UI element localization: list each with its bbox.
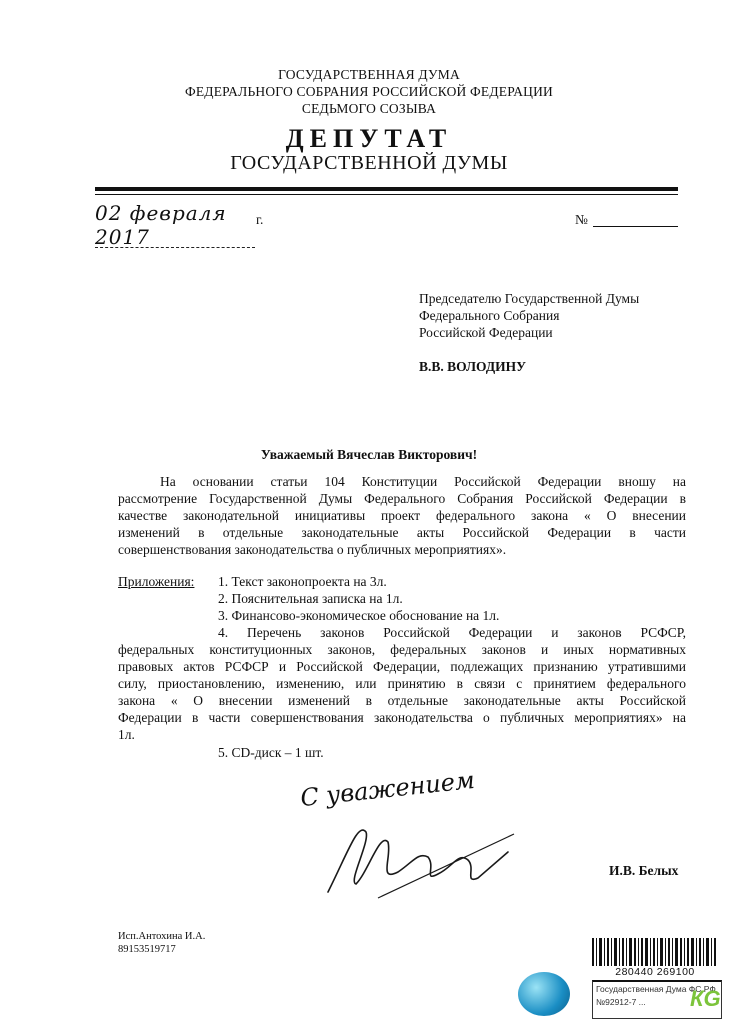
addressee-name: В.В. ВОЛОДИНУ bbox=[419, 359, 527, 374]
attachment-item-3: 3. Финансово-экономическое обоснование на 1л. bbox=[218, 608, 500, 623]
signature-greeting: С уважением bbox=[299, 765, 477, 813]
addressee-line-3: Российской Федерации bbox=[419, 325, 553, 340]
header-rule-thin bbox=[95, 194, 678, 195]
date-handwritten: 02 февраля 2017 bbox=[95, 201, 227, 249]
body-line: совершенствования законодательства о публичных мероприятиях». bbox=[118, 542, 507, 557]
header-subtitle: ГОСУДАРСТВЕННОЙ ДУМЫ bbox=[230, 152, 508, 174]
date-field bbox=[95, 201, 265, 248]
attachment-4-line: правовых актов РСФСР и Российской Федерации, подлежащих признанию утратившими bbox=[118, 659, 686, 674]
header-line-2: ФЕДЕРАЛЬНОГО СОБРАНИЯ РОССИЙСКОЙ ФЕДЕРАЦИИ bbox=[185, 84, 553, 99]
header-line-3: СЕДЬМОГО СОЗЫВА bbox=[301, 101, 437, 116]
body-line: изменений в отдельные законодательные акты Российской Федерации в части bbox=[118, 525, 686, 540]
stamp-line-1: Государственная Дума ФС РФ bbox=[596, 984, 716, 994]
attachment-4-line: силу, приостановлению, изменению, или принятию в связи с принятием федерального bbox=[118, 676, 686, 691]
header-line-1: ГОСУДАРСТВЕННАЯ ДУМА bbox=[278, 67, 460, 82]
executor-phone: 89153519717 bbox=[118, 944, 176, 955]
barcode-digits: 280440 269100 bbox=[615, 966, 695, 978]
attachment-item-2: 2. Пояснительная записка на 1л. bbox=[218, 591, 403, 606]
body-line: качестве законодательной инициативы проект федерального закона « О внесении bbox=[118, 508, 686, 523]
watermark-logo-text: КG bbox=[690, 986, 721, 1011]
attachments-label: Приложения: bbox=[118, 574, 195, 589]
number-underline bbox=[593, 226, 678, 227]
body-paragraph bbox=[118, 473, 686, 558]
greeting: Уважаемый Вячеслав Викторович! bbox=[260, 447, 478, 462]
attachment-item-4 bbox=[118, 624, 686, 743]
attachment-4-line: 4. Перечень законов Российской Федерации и законов РСФСР, bbox=[218, 625, 686, 640]
attachment-item-5: 5. CD-диск – 1 шт. bbox=[218, 745, 324, 760]
number-label: № bbox=[575, 212, 588, 227]
addressee-line-1: Председателю Государственной Думы bbox=[419, 291, 640, 306]
signature-scribble bbox=[318, 812, 518, 904]
body-line: рассмотрение Государственной Думы Федерального Собрания Российской Федерации в bbox=[118, 491, 686, 506]
barcode-bars bbox=[592, 938, 718, 966]
stamp-line-2: №92912-7 ... bbox=[596, 997, 646, 1007]
body-line: На основании статьи 104 Конституции Российской Федерации вношу на bbox=[160, 474, 686, 489]
date-suffix: г. bbox=[256, 212, 264, 227]
attachment-item-1: 1. Текст законопроекта на 3л. bbox=[218, 574, 387, 589]
attachment-4-line: 1л. bbox=[118, 727, 135, 742]
executor-name: Исп.Антохина И.А. bbox=[118, 931, 206, 942]
watermark-globe-icon bbox=[518, 972, 570, 1016]
signer-name: И.В. Белых bbox=[609, 863, 679, 878]
attachment-4-line: федеральных конституционных законов, федеральных законов и иных нормативных bbox=[118, 642, 686, 657]
header-rule-thick bbox=[95, 187, 678, 191]
header-title: ДЕПУТАТ bbox=[285, 124, 453, 153]
attachment-4-line: закона « О внесении изменений в отдельные законодательные акты Российской bbox=[118, 693, 686, 708]
addressee-line-2: Федерального Собрания bbox=[419, 308, 560, 323]
attachment-4-line: Федерации в части совершенствования законодательства о публичных мероприятиях» на bbox=[118, 710, 686, 725]
